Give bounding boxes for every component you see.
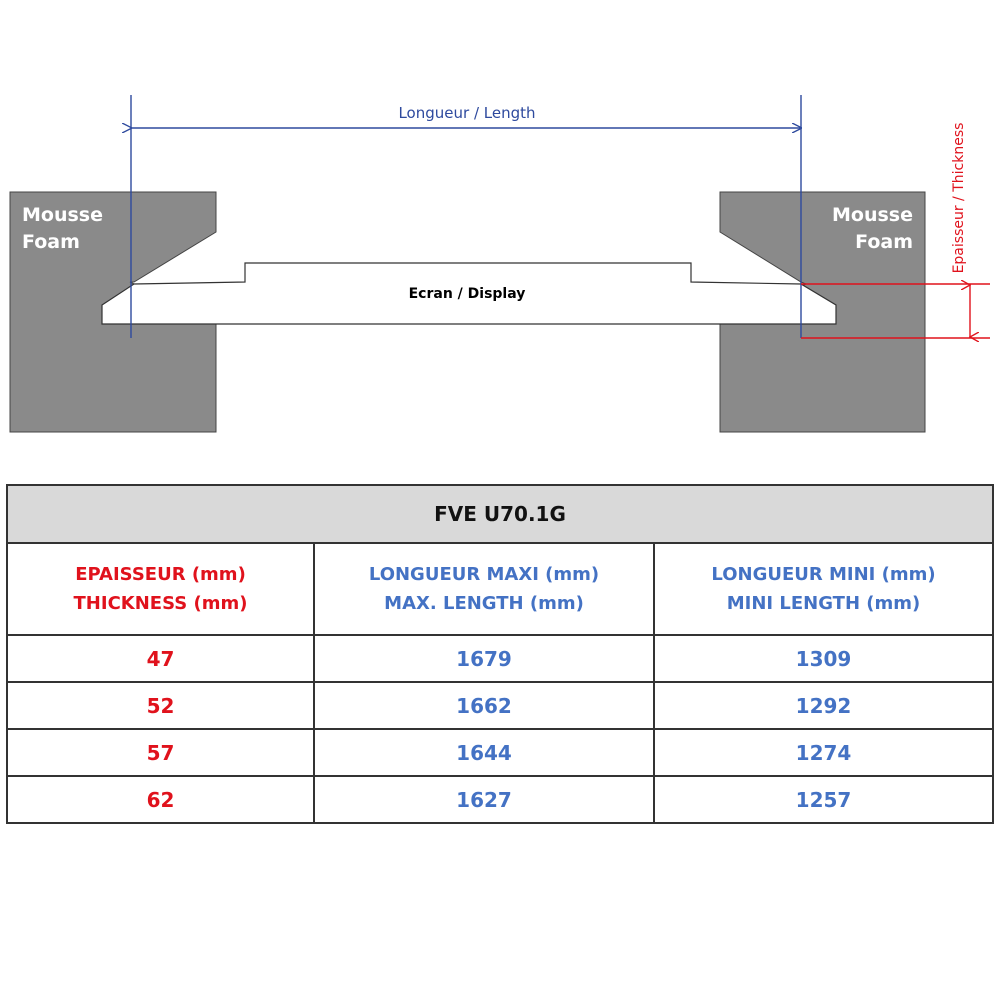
header-thickness-line2: THICKNESS (mm) bbox=[73, 593, 248, 614]
length-label: Longueur / Length bbox=[398, 104, 536, 122]
cell-min-length: 1274 bbox=[654, 729, 993, 776]
cell-thickness: 57 bbox=[7, 729, 314, 776]
cell-min-length: 1309 bbox=[654, 635, 993, 682]
cell-thickness: 47 bbox=[7, 635, 314, 682]
foam-display-diagram bbox=[0, 0, 1000, 460]
cell-min-length: 1257 bbox=[654, 776, 993, 823]
cell-max-length: 1662 bbox=[314, 682, 654, 729]
cell-min-length: 1292 bbox=[654, 682, 993, 729]
table-header-row bbox=[7, 543, 993, 635]
display-label: Ecran / Display bbox=[408, 286, 526, 302]
header-max-length bbox=[314, 543, 654, 635]
table-title-row bbox=[7, 485, 993, 543]
cell-max-length: 1644 bbox=[314, 729, 654, 776]
header-min-length-line1: LONGUEUR MINI (mm) bbox=[711, 564, 936, 585]
foam-label-right-line2: Foam bbox=[855, 231, 913, 253]
header-max-length-line1: LONGUEUR MAXI (mm) bbox=[368, 564, 600, 585]
cell-thickness: 52 bbox=[7, 682, 314, 729]
header-thickness bbox=[7, 543, 314, 635]
table-row bbox=[7, 682, 993, 729]
table-row bbox=[7, 635, 993, 682]
table-title: FVE U70.1G bbox=[7, 485, 993, 543]
header-thickness-line1: EPAISSEUR (mm) bbox=[75, 564, 246, 585]
cell-max-length: 1627 bbox=[314, 776, 654, 823]
table-row bbox=[7, 729, 993, 776]
header-min-length bbox=[654, 543, 993, 635]
foam-label-left-line1: Mousse bbox=[22, 204, 103, 226]
foam-label-right-line1: Mousse bbox=[832, 204, 913, 226]
header-max-length-line2: MAX. LENGTH (mm) bbox=[384, 593, 584, 614]
header-min-length-line2: MINI LENGTH (mm) bbox=[726, 593, 921, 614]
table-row bbox=[7, 776, 993, 823]
spec-table bbox=[6, 484, 994, 824]
foam-label-left-line2: Foam bbox=[22, 231, 80, 253]
cell-max-length: 1679 bbox=[314, 635, 654, 682]
cell-thickness: 62 bbox=[7, 776, 314, 823]
thickness-label: Epaisseur / Thickness bbox=[951, 122, 967, 274]
